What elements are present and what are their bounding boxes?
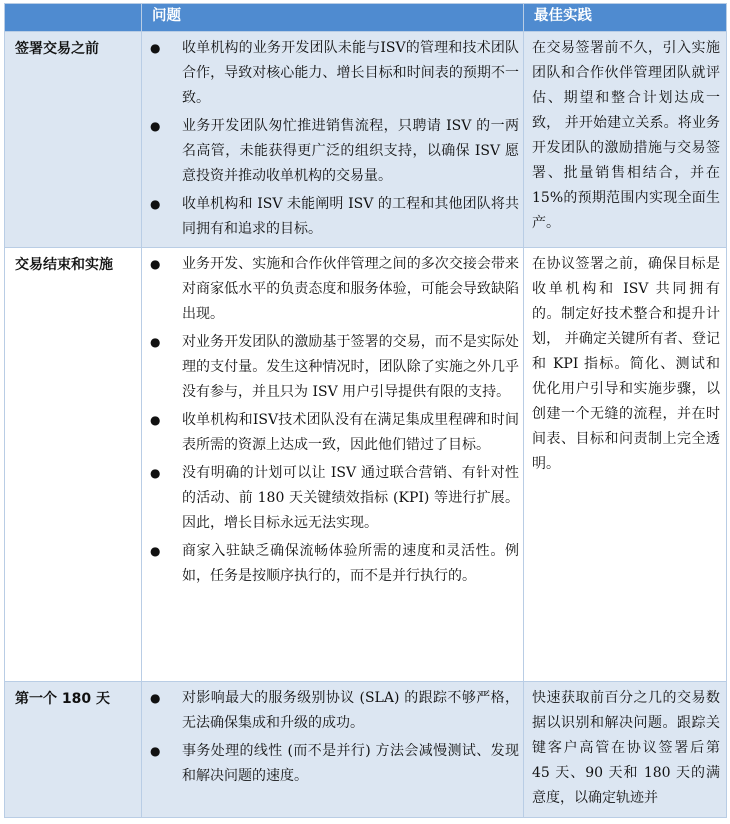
phase-label: 签署交易之前 <box>5 32 142 248</box>
issue-text: 事务处理的线性 (而不是并行) 方法会减慢测试、发现和解决问题的速度。 <box>182 743 519 784</box>
table-row <box>5 682 727 818</box>
issue-item <box>142 330 519 405</box>
header-best-practice: 最佳实践 <box>524 4 727 32</box>
issues-cell <box>142 682 524 818</box>
phase-label: 交易结束和实施 <box>5 248 142 682</box>
table-header-row <box>5 4 727 32</box>
header-issue: 问题 <box>142 4 524 32</box>
bullet-icon: ● <box>150 413 161 427</box>
header-phase <box>5 4 142 32</box>
issue-item <box>142 252 519 327</box>
issues-list <box>142 682 523 789</box>
issues-cell <box>142 32 524 248</box>
table-row <box>5 32 727 248</box>
bullet-icon: ● <box>150 744 161 758</box>
bullet-icon: ● <box>150 119 161 133</box>
issue-text: 商家入驻缺乏确保流畅体验所需的速度和灵活性。例如，任务是按顺序执行的，而不是并行执行的。 <box>182 543 519 584</box>
issue-text: 收单机构的业务开发团队未能与ISV的管理和技术团队合作，导致对核心能力、增长目标和时间表的预期不一致。 <box>182 40 519 106</box>
issue-item <box>142 739 519 789</box>
phase-label: 第一个 180 天 <box>5 682 142 818</box>
issue-item <box>142 686 519 736</box>
table-row <box>5 248 727 682</box>
issue-text: 业务开发、实施和合作伙伴管理之间的多次交接会带来对商家低水平的负责态度和服务体验，可能会导致缺陷出现。 <box>182 256 519 322</box>
issue-text: 没有明确的计划可以让 ISV 通过联合营销、有针对性的活动、前 180 天关键绩效指标 (KPI) 等进行扩展。因此，增长目标永远无法实现。 <box>182 465 519 531</box>
issue-text: 对业务开发团队的激励基于签署的交易，而不是实际处理的支付量。发生这种情况时，团队除了实施之外几乎没有参与，并且只为 ISV 用户引导提供有限的支持。 <box>182 334 519 400</box>
issue-text: 业务开发团队匆忙推进销售流程，只聘请 ISV 的一两名高管，未能获得更广泛的组织支持，以确保 ISV 愿意投资并推动收单机构的交易量。 <box>182 118 519 184</box>
issues-cell <box>142 248 524 682</box>
issue-text: 收单机构和 ISV 未能阐明 ISV 的工程和其他团队将共同拥有和追求的目标。 <box>182 196 519 237</box>
bullet-icon: ● <box>150 41 161 55</box>
best-practice-text: 快速获取前百分之几的交易数据以识别和解决问题。跟踪关键客户高管在协议签署后第 45 天、90 天和 180 天的满意度，以确定轨迹并 <box>524 682 727 818</box>
issue-item <box>142 539 519 589</box>
issue-item <box>142 36 519 111</box>
bullet-icon: ● <box>150 544 161 558</box>
best-practices-table <box>4 3 727 818</box>
issue-item <box>142 461 519 536</box>
best-practice-text: 在交易签署前不久，引入实施团队和合作伙伴管理团队就评估、期望和整合计划达成一致， 并开始建立关系。将业务开发团队的激励措施与交易签署、批量销售相结合，并在 15%的预期范围内实现全面生产。 <box>524 32 727 248</box>
bullet-icon: ● <box>150 197 161 211</box>
bullet-icon: ● <box>150 691 161 705</box>
issue-text: 对影响最大的服务级别协议 (SLA) 的跟踪不够严格， 无法确保集成和升级的成功。 <box>182 690 519 731</box>
bullet-icon: ● <box>150 335 161 349</box>
bullet-icon: ● <box>150 466 161 480</box>
issue-text: 收单机构和ISV技术团队没有在满足集成里程碑和时间表所需的资源上达成一致，因此他们错过了目标。 <box>182 412 519 453</box>
issue-item <box>142 114 519 189</box>
issues-list <box>142 248 523 589</box>
best-practice-text: 在协议签署之前，确保目标是收单机构和 ISV 共同拥有的。制定好技术整合和提升计划， 并确定关键所有者、登记和 KPI 指标。简化、测试和优化用户引导和实施步骤，以创建一个无缝的流程，并在时间表、目标和问责制上完全透明。 <box>524 248 727 682</box>
issue-item <box>142 192 519 242</box>
issue-item <box>142 408 519 458</box>
issues-list <box>142 32 523 242</box>
bullet-icon: ● <box>150 257 161 271</box>
